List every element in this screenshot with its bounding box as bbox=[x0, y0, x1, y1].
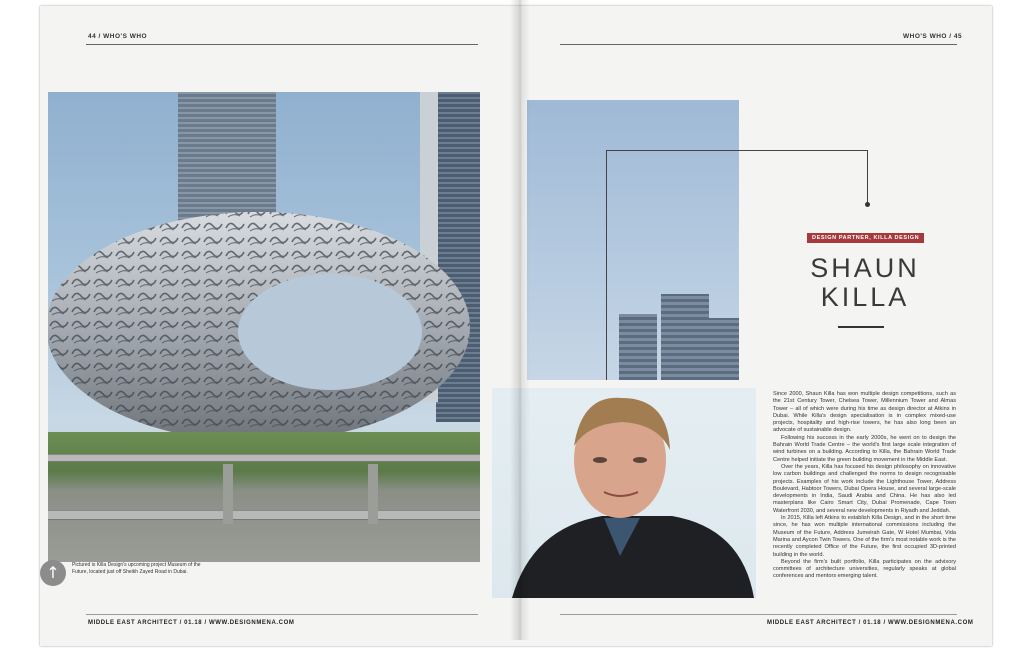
paragraph: In 2015, Killa left Atkins to establish Killa Design, and in the short time since, he has won multiple international commissions including the Museum of the Future, Address Jumeirah Gate, W Hotel Mumbai, Vida Marina and Aycon Twin Towers. One of the firm's most notable work is the recently completed Office of the Future, the first occupied 3D-printed building in the world. bbox=[773, 515, 956, 558]
frame-line-top bbox=[606, 150, 868, 151]
page-title bbox=[800, 254, 930, 312]
kicker-label: DESIGN PARTNER, KILLA DESIGN bbox=[807, 233, 924, 243]
paragraph: Following his success in the early 2000s, he went on to design the Bahrain World Trade Centre – the world's first large scale integration of wind turbines on a building. According to Killa, the Bahrain World Trade Centre helped initiate the green building movement in the Middle East. bbox=[773, 434, 956, 463]
title-underline bbox=[838, 326, 884, 328]
photo-caption: Pictured is Killa Design's upcoming project Museum of the Future, located just off Sheikh Zayed Road in Dubai. bbox=[72, 562, 201, 575]
skyline-photo bbox=[527, 100, 739, 380]
frame-line-right bbox=[867, 150, 868, 204]
frame-line-left bbox=[606, 150, 607, 380]
portrait-figure bbox=[492, 388, 756, 598]
right-footer-rule bbox=[560, 614, 957, 615]
arrow-up-icon: ↑ bbox=[40, 560, 66, 586]
portrait-photo bbox=[492, 388, 756, 598]
right-header-rule bbox=[560, 44, 957, 45]
museum-of-the-future-photo bbox=[48, 92, 480, 562]
frame-line-dot bbox=[865, 202, 870, 207]
gutter-shadow bbox=[510, 0, 530, 640]
article-body bbox=[773, 391, 956, 581]
right-footer: MIDDLE EAST ARCHITECT / 01.18 / WWW.DESIGNMENA.COM bbox=[767, 620, 974, 626]
paragraph: Beyond the firm's built portfolio, Killa participates on the advisory committees of architecture universities, regularly speaks at global conferences and mentors emerging talent. bbox=[773, 558, 956, 580]
left-running-head: 44 / WHO'S WHO bbox=[88, 33, 148, 40]
left-header-rule bbox=[86, 44, 478, 45]
paragraph: Since 2000, Shaun Killa has won multiple design competitions, such as the 21st Century Tower, Chelsea Tower, Millennium Tower and Almas Tower – all of which were during his time as design director at Atkins in Dubai. While Killa's design specialisation is in complex mixed-use projects, hospitality and high-rise towers, he has also long been an advocate of sustainable design. bbox=[773, 391, 956, 434]
name-last: KILLA bbox=[820, 282, 910, 312]
right-running-head: WHO'S WHO / 45 bbox=[903, 33, 963, 40]
name-first: SHAUN bbox=[810, 253, 920, 283]
paragraph: Over the years, Killa has focused his design philosophy on innovative low carbon buildings and challenged the norms to design recognisable projects. Examples of his work include the Lighthouse Tower, Address Boulevard, Habtoor Towers, Dubai Opera House, and several large-scale developments in India, Saudi Arabia and China. He has also led masterplans like Cairo Smart City, Dubai Promenade, Cape Town Waterfront 2030, and several new developments in Riyadh and Jeddah. bbox=[773, 463, 956, 514]
left-footer: MIDDLE EAST ARCHITECT / 01.18 / WWW.DESIGNMENA.COM bbox=[88, 620, 295, 626]
left-footer-rule bbox=[86, 614, 478, 615]
